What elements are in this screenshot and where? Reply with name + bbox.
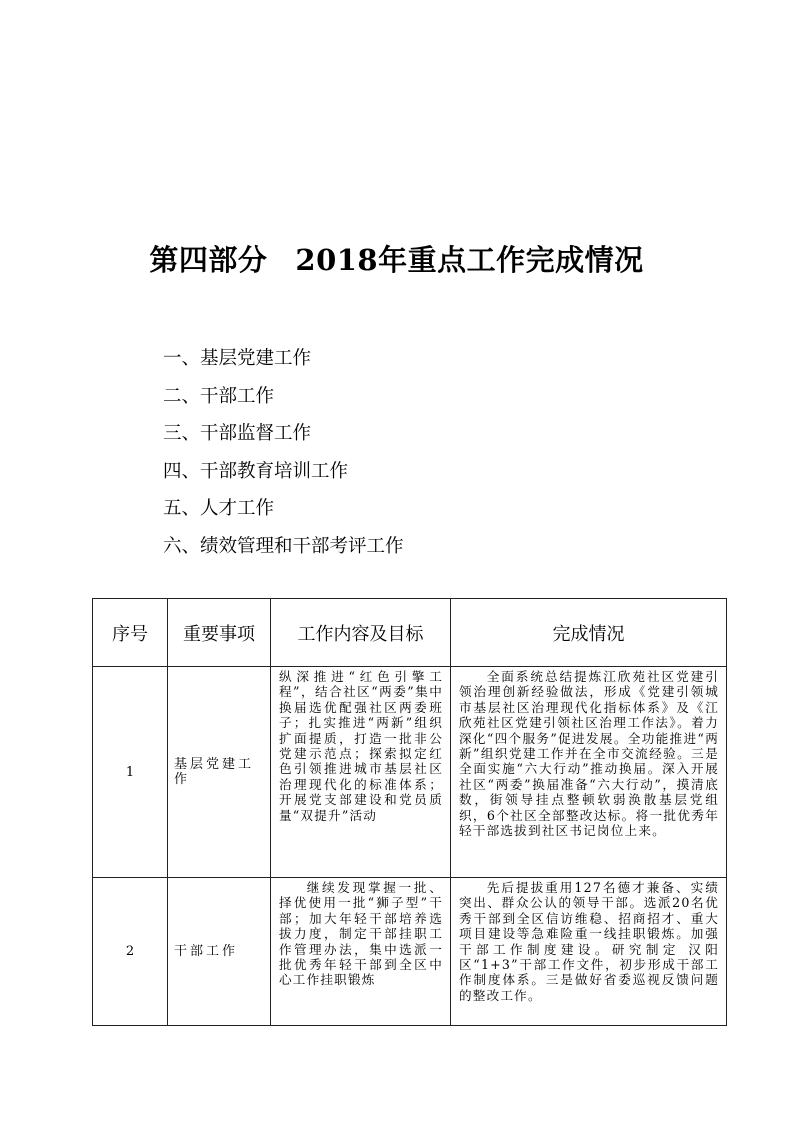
section-item: 一、基层党建工作 xyxy=(163,348,312,369)
section-item: 二、干部工作 xyxy=(163,385,275,407)
section-item: 六、绩效管理和干部考评工作 xyxy=(163,535,404,557)
table-header-row xyxy=(93,599,727,667)
cell-item: 基层党建工作 xyxy=(168,667,271,878)
header-result: 完成情况 xyxy=(451,599,727,667)
header-no: 序号 xyxy=(93,599,168,667)
section-item: 三、干部监督工作 xyxy=(163,423,312,444)
cell-result: 全面系统总结提炼江欣苑社区党建引领治理创新经验做法，形成《党建引领城市基层社区治理现代化指标体系》及《江欣苑社区党建引领社区治理工作法》。着力深化“四个服务”促进发展。全功能推进“两新”组织党建工作并在全市交流经验。三是全面实施“六大行动”推动换届。深入开展社区“两委”换届准备“六大行动”，摸清底数，街领导挂点整顿软弱涣散基层党组织，6个社区全部整改达标。将一批优秀年轻干部选拔到社区书记岗位上来。 xyxy=(451,667,727,878)
section-item: 四、干部教育培训工作 xyxy=(163,460,349,482)
cell-content: 继续发现掌握一批、择优使用一批“狮子型”干部；加大年轻干部培养选拔力度，制定干部挂职工作管理办法，集中选派一批优秀年轻干部到全区中心工作挂职锻炼 xyxy=(271,878,451,1026)
cell-content: 纵深推进“红色引擎工程”，结合社区“两委”集中换届选优配强社区两委班子；扎实推进“两新”组织扩面提质，打造一批非公党建示范点；探索拟定红色引领推进城市基层社区治理现代化的标准体系；开展党支部建设和党员质量“双提升”活动 xyxy=(271,667,451,878)
page-title xyxy=(0,238,793,279)
header-item: 重要事项 xyxy=(168,599,271,667)
title-main: 2018年重点工作完成情况 xyxy=(295,243,644,277)
cell-item: 干部工作 xyxy=(168,878,271,1026)
section-item: 五、人才工作 xyxy=(163,498,275,519)
work-table xyxy=(92,598,727,1026)
table-row xyxy=(93,878,727,1026)
cell-no: 2 xyxy=(93,878,168,1026)
cell-no: 1 xyxy=(93,667,168,878)
title-part: 第四部分 xyxy=(149,243,268,277)
header-content: 工作内容及目标 xyxy=(271,599,451,667)
section-list xyxy=(163,344,404,569)
cell-result: 先后提拔重用127名德才兼备、实绩突出、群众公认的领导干部。选派20名优秀干部到全区信访维稳、招商招才、重大项目建设等急难险重一线挂职锻炼。加强干部工作制度建设。研究制定 汉阳区“1+3”干部工作文件，初步形成干部工作制度体系。三是做好省委巡视反馈问题的整改工作。 xyxy=(451,878,727,1026)
table-row xyxy=(93,667,727,878)
